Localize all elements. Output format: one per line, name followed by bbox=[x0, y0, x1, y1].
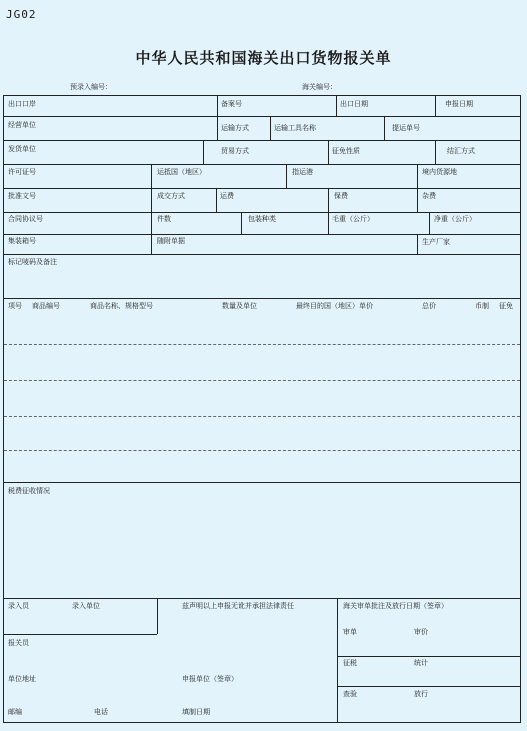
total-price-header: 总价 bbox=[422, 302, 436, 310]
currency-header: 币制 bbox=[475, 302, 489, 310]
attached-documents-label: 随附单据 bbox=[157, 237, 185, 245]
transport-name-label: 运输工具名称 bbox=[274, 124, 316, 132]
declaration-statement: 兹声明以上申报无讹并承担法律责任 bbox=[182, 602, 294, 610]
source-place-label: 境内货源地 bbox=[422, 168, 457, 176]
phone-label: 电话 bbox=[94, 708, 108, 716]
tax-collection-label: 税费征收情况 bbox=[8, 487, 50, 495]
declarant-label: 报关员 bbox=[8, 639, 29, 647]
approval-number-label: 批准文号 bbox=[8, 192, 36, 200]
statistics-label: 统计 bbox=[414, 659, 428, 667]
destination-country-label: 运抵国（地区） bbox=[157, 168, 206, 176]
contract-number-label: 合同协议号 bbox=[8, 215, 43, 223]
unit-address-label: 单位地址 bbox=[8, 675, 36, 683]
gross-weight-label: 毛重（公斤） bbox=[332, 215, 374, 223]
declaration-form bbox=[3, 95, 521, 723]
form-code: JG02 bbox=[6, 8, 37, 21]
container-number-label: 集装箱号 bbox=[8, 237, 36, 245]
tax-levy-label: 征税 bbox=[343, 659, 357, 667]
pieces-label: 件数 bbox=[157, 215, 171, 223]
price-review-label: 审价 bbox=[414, 628, 428, 636]
quantity-unit-header: 数量及单位 bbox=[222, 302, 257, 310]
customs-number-label: 海关编号： bbox=[302, 83, 337, 91]
entry-unit-label: 录入单位 bbox=[72, 602, 100, 610]
declare-unit-label: 申报单位（签章） bbox=[182, 675, 238, 683]
exemption-header: 征免 bbox=[499, 302, 513, 310]
destination-port-label: 指运港 bbox=[292, 168, 313, 176]
insurance-label: 保费 bbox=[334, 192, 348, 200]
item-number-header: 项号 bbox=[8, 302, 22, 310]
net-weight-label: 净重（公斤） bbox=[434, 215, 476, 223]
manufacturer-label: 生产厂家 bbox=[422, 238, 450, 246]
export-port-label: 出口口岸 bbox=[8, 100, 36, 108]
export-date-label: 出口日期 bbox=[340, 100, 368, 108]
consignor-label: 发货单位 bbox=[8, 145, 36, 153]
package-type-label: 包装种类 bbox=[248, 215, 276, 223]
postcode-label: 邮编 bbox=[8, 708, 22, 716]
entry-clerk-label: 录入员 bbox=[8, 602, 29, 610]
inspection-label: 查验 bbox=[343, 690, 357, 698]
goods-number-header: 商品编号 bbox=[32, 302, 60, 310]
destination-price-header: 最终目的国（地区）单价 bbox=[296, 302, 373, 310]
tax-nature-label: 征免性质 bbox=[332, 147, 360, 155]
goods-name-header: 商品名称、规格型号 bbox=[90, 302, 153, 310]
customs-approval-label: 海关审单批注及放行日期（签章） bbox=[343, 602, 448, 610]
freight-label: 运费 bbox=[220, 192, 234, 200]
form-title: 中华人民共和国海关出口货物报关单 bbox=[135, 49, 392, 67]
review-label: 审单 bbox=[343, 628, 357, 636]
release-label: 放行 bbox=[414, 690, 428, 698]
declare-date-label: 申报日期 bbox=[445, 100, 473, 108]
pre-entry-number-label: 预录入编号： bbox=[70, 83, 112, 91]
settlement-label: 结汇方式 bbox=[447, 147, 475, 155]
license-number-label: 许可证号 bbox=[8, 168, 36, 176]
record-number-label: 备案号 bbox=[221, 100, 242, 108]
misc-fee-label: 杂费 bbox=[422, 192, 436, 200]
deal-mode-label: 成交方式 bbox=[157, 192, 185, 200]
trade-mode-label: 贸易方式 bbox=[221, 147, 249, 155]
bill-number-label: 提运单号 bbox=[392, 124, 420, 132]
business-unit-label: 经营单位 bbox=[8, 121, 36, 129]
fill-date-label: 填制日期 bbox=[182, 708, 210, 716]
marks-remarks-label: 标记唛码及备注 bbox=[8, 258, 57, 266]
transport-mode-label: 运输方式 bbox=[221, 124, 249, 132]
